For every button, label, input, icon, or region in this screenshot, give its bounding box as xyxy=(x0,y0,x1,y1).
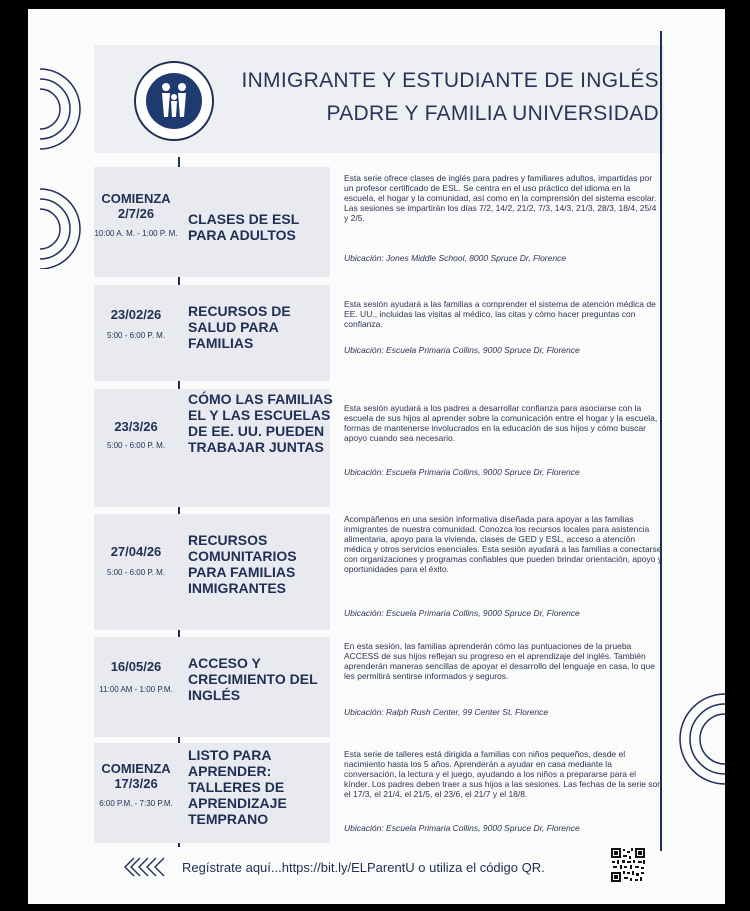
session-date: 27/04/26 xyxy=(110,544,162,559)
session-time: 11:00 AM - 1:00 P.M. xyxy=(99,685,173,694)
session-location: Ubicación: Escuela Primaria Collins, 9000 Spruce Dr, Florence xyxy=(344,823,580,833)
session-time: 5:00 - 6:00 P. M. xyxy=(106,331,166,340)
session-description: Esta serie de talleres está dirigida a familias con niños pequeños, desde el nacimiento hasta los 5 años. Aprenderán a ayudar en casa mediante la conversación, la lectura y el juego, ayudando a los niños a prepararse para el kínder. Los padres deben traer a sus hijos a las sesiones. Las fechas de la serie son el 17/3, el 21/4, el 21/5, el 23/6, el 21/7 y el 18/8. xyxy=(344,749,662,799)
school-logo xyxy=(134,61,214,141)
qr-code[interactable] xyxy=(610,847,646,883)
header-title-line2: PADRE Y FAMILIA UNIVERSIDAD xyxy=(326,102,659,125)
session-time: 6:00 P.M. - 7:30 P.M. xyxy=(99,799,173,808)
session-location: Ubicación: Jones Middle School, 8000 Spruce Dr, Florence xyxy=(344,253,567,263)
session-row xyxy=(94,167,664,277)
family-figures-icon xyxy=(146,73,202,129)
session-time: 5:00 - 6:00 P. M. xyxy=(106,568,166,577)
session-date: 23/3/26 xyxy=(114,419,158,434)
session-title: ACCESO Y CRECIMIENTO DEL INGLÉS xyxy=(188,655,318,703)
session-location: Ubicación: Escuela Primaria Collins, 9000 Spruce Dr, Florence xyxy=(344,345,580,355)
flyer-page xyxy=(28,9,725,904)
session-date: 23/02/26 xyxy=(110,307,162,322)
header-title-line1: INMIGRANTE Y ESTUDIANTE DE INGLÉS xyxy=(241,69,659,92)
session-row xyxy=(94,743,664,843)
session-row xyxy=(94,285,664,381)
session-row xyxy=(94,514,664,630)
school-logo-emblem xyxy=(146,73,202,129)
session-title: RECURSOS DE SALUD PARA FAMILIAS xyxy=(188,303,291,351)
session-date: 16/05/26 xyxy=(110,659,162,674)
session-title: CÓMO LAS FAMILIAS EL Y LAS ESCUELAS DE EE. UU. PUEDEN TRABAJAR JUNTAS xyxy=(188,391,333,455)
session-description: Esta sesión ayudará a los padres a desarrollar confianza para asociarse con la escuela de sus hijos al aprender sobre la comunicación entre el hogar y la escuela, formas de mantenerse involucrados en la educación de sus hijos y cómo buscar apoyo cuando sea necesario. xyxy=(344,403,658,443)
decorative-arcs-right xyxy=(678,689,725,789)
session-description: En esta sesión, las familias aprenderán cómo las puntuaciones de la prueba ACCESS de sus hijos reflejan su progreso en el aprendizaje del inglés. También aprenderán maneras sencillas de apoyar el desarrollo del lenguaje en casa, lo que les permitirá sentirse informados y seguros. xyxy=(344,641,655,681)
session-title: LISTO PARA APRENDER: TALLERES DE APRENDIZAJE TEMPRANO xyxy=(188,747,287,827)
session-location: Ubicación: Ralph Rush Center, 99 Center St, Florence xyxy=(344,707,549,717)
chevrons-icon xyxy=(122,855,172,879)
session-location: Ubicación: Escuela Primaria Collins, 9000 Spruce Dr, Florence xyxy=(344,467,580,477)
session-location: Ubicación: Escuela Primaria Collins, 9000 Spruce Dr, Florence xyxy=(344,608,580,618)
session-row xyxy=(94,389,664,507)
session-row xyxy=(94,637,664,737)
decorative-arcs-left xyxy=(28,49,88,269)
session-title: CLASES DE ESL PARA ADULTOS xyxy=(188,211,299,243)
session-date: COMIENZA 2/7/26 xyxy=(101,191,171,221)
session-description: Acompáñenos en una sesión informativa diseñada para apoyar a las familias inmigrantes de nuestra comunidad. Conozca los recursos locales para asistencia alimentaria, apoyo para la vivienda, clases de GED y ESL, acceso a atención médica y otros servicios esenciales. Esta sesión ayudará a las familias a conectarse con organizaciones y programas confiables que pueden brindar orientación, apoyo y oportunidades para el éxito. xyxy=(344,514,663,574)
session-description: Esta sesión ayudará a las familias a comprender el sistema de atención médica de EE. UU., incluidas las visitas al médico, las citas y cómo hacer preguntas con confianza. xyxy=(344,299,656,329)
session-date: COMIENZA 17/3/26 xyxy=(101,761,171,791)
session-description: Esta serie ofrece clases de inglés para padres y familiares adultos, impartidas por un profesor certificado de ESL. Se centra en el uso práctico del idioma en la escuela, el hogar y la comunidad, así como en la comprensión del sistema escolar. Las sesiones se impartirán los días 7/2, 14/2, 21/2, 7/3, 14/3, 21/3, 28/3, 18/4, 25/4 y 2/5. xyxy=(344,173,657,223)
session-title: RECURSOS COMUNITARIOS PARA FAMILIAS INMIGRANTES xyxy=(188,532,297,596)
session-time: 5:00 - 6:00 P. M. xyxy=(106,441,166,450)
register-text[interactable]: Regístrate aquí...https://bit.ly/ELParentU o utiliza el código QR. xyxy=(182,860,545,875)
session-time: 10:00 A. M. - 1:00 P. M. xyxy=(94,229,178,238)
